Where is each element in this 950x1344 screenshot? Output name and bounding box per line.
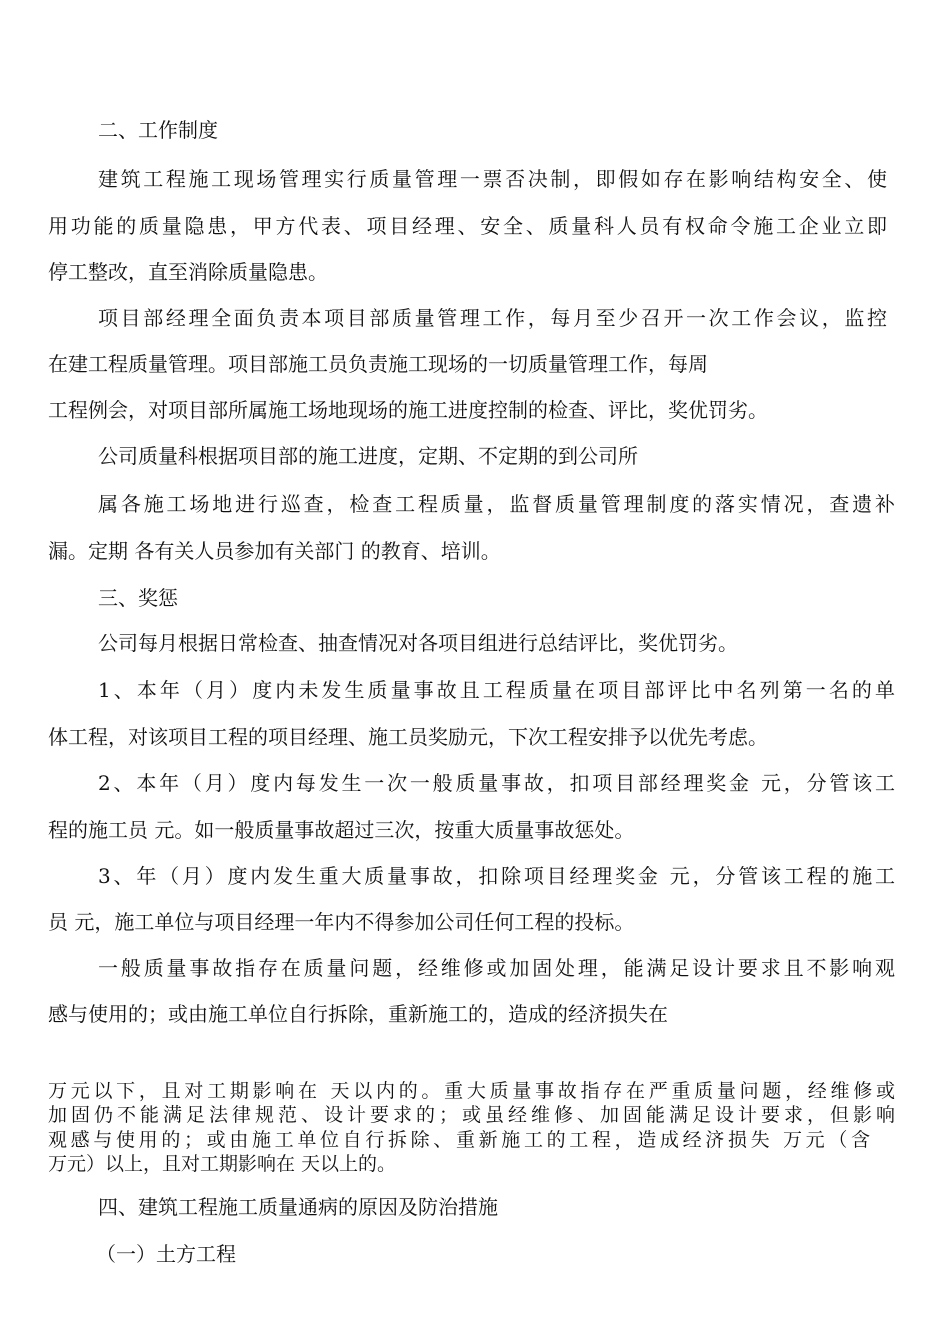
paragraph-line: 万元以下，且对工期影响在 天以内的。重大质量事故指存在严重质量问题，经维修或 [48, 1080, 895, 1102]
paragraph-line: 建筑工程施工现场管理实行质量管理一票否决制，即假如存在影响结构安全、使 [98, 167, 887, 191]
section-heading-quality-defects: 四、建筑工程施工质量通病的原因及防治措施 [98, 1195, 498, 1219]
paragraph-line: 公司质量科根据项目部的施工进度，定期、不定期的到公司所 [98, 444, 638, 468]
section-heading-work-system: 二、工作制度 [98, 118, 218, 142]
list-item-line: 体工程，对该项目工程的项目经理、施工员奖励元，下次工程安排予以优先考虑。 [48, 725, 768, 749]
paragraph-line: 公司每月根据日常检查、抽查情况对各项目组进行总结评比，奖优罚劣。 [98, 631, 738, 655]
paragraph-line: 项目部经理全面负责本项目部质量管理工作，每月至少召开一次工作会议，监控 [98, 306, 887, 330]
paragraph-line: 万元）以上，且对工期影响在 天以上的。 [48, 1153, 397, 1175]
section-heading-rewards-penalties: 三、奖惩 [98, 586, 178, 610]
subsection-heading-earthwork: （一）土方工程 [96, 1242, 236, 1266]
paragraph-line: 一般质量事故指存在质量问题，经维修或加固处理，能满足设计要求且不影响观 [98, 956, 895, 980]
paragraph-line: 加固仍不能满足法律规范、设计要求的；或虽经维修、加固能满足设计要求，但影响 [48, 1104, 895, 1126]
paragraph-line: 用功能的质量隐患，甲方代表、项目经理、安全、质量科人员有权命令施工企业立即 [48, 214, 887, 238]
list-item-line: 2、本年（月）度内每发生一次一般质量事故，扣项目部经理奖金 元，分管该工 [98, 771, 895, 795]
paragraph-line: 在建工程质量管理。项目部施工员负责施工现场的一切质量管理工作，每周 [48, 352, 708, 376]
list-item-line: 程的施工员 元。如一般质量事故超过三次，按重大质量事故惩处。 [48, 818, 635, 842]
paragraph-line: 观感与使用的；或由施工单位自行拆除、重新施工的工程，造成经济损失 万元（含 [48, 1129, 870, 1151]
paragraph-line: 停工整改，直至消除质量隐患。 [48, 260, 328, 284]
paragraph-line: 工程例会，对项目部所属施工场地现场的施工进度控制的检查、评比，奖优罚劣。 [48, 398, 768, 422]
list-item-line: 3、年（月）度内发生重大质量事故，扣除项目经理奖金 元，分管该工程的施工 [98, 864, 895, 888]
paragraph-line: 漏。定期 各有关人员参加有关部门 的教育、培训。 [48, 539, 501, 563]
paragraph-line: 感与使用的；或由施工单位自行拆除，重新施工的，造成的经济损失在 [48, 1002, 668, 1026]
list-item-line: 1、本年（月）度内未发生质量事故且工程质量在项目部评比中名列第一名的单 [98, 678, 895, 702]
paragraph-line: 属各施工场地进行巡查，检查工程质量，监督质量管理制度的落实情况，查遗补 [98, 492, 895, 516]
list-item-line: 员 元，施工单位与项目经理一年内不得参加公司任何工程的投标。 [48, 910, 635, 934]
